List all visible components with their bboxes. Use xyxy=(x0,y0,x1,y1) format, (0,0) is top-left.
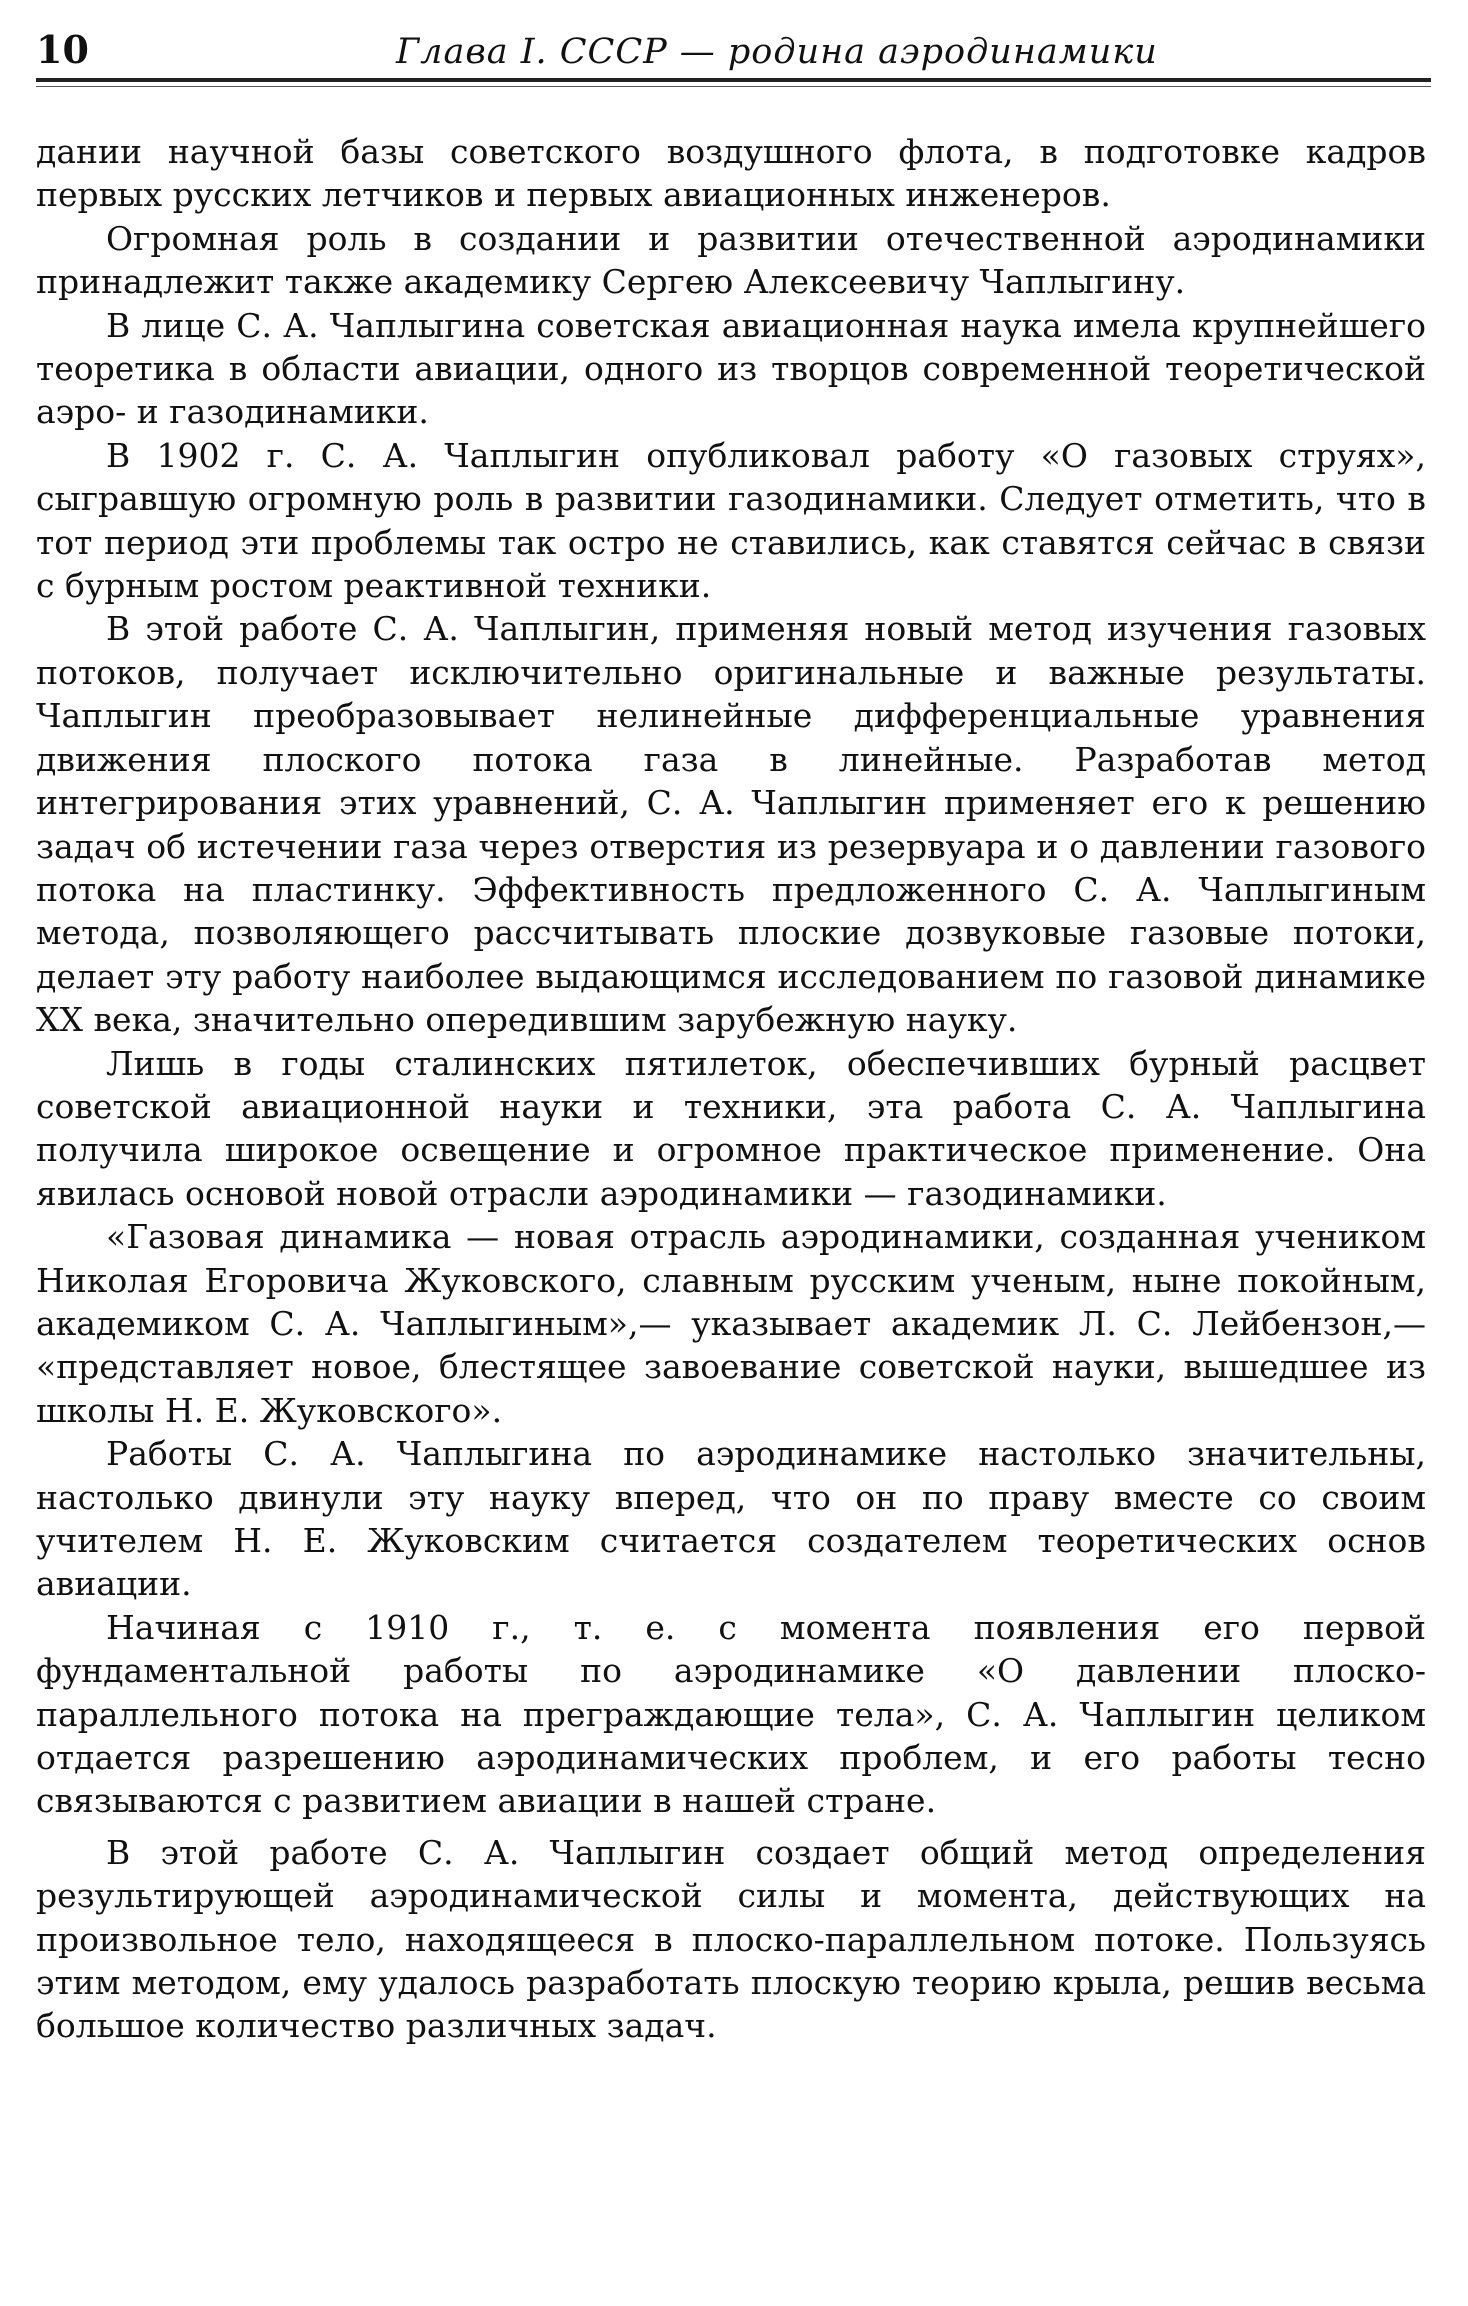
page-number: 10 xyxy=(36,27,89,72)
paragraph: В лице С. А. Чаплыгина советская авиационная наука имела крупнейшего теоретика в области авиации, одного из творцов современной теоретической аэро- и газодинамики. xyxy=(36,305,1426,432)
page-header xyxy=(36,22,1431,82)
body-text xyxy=(36,130,1426,2048)
paragraph: Начиная с 1910 г., т. е. с момента появления его первой фундаментальной работы по аэродинамике «О давлении плоско-параллельного потока на преграждающие тела», С. А. Чаплыгин целиком отдается разрешению аэродинамических проблем, и его работы тесно связываются с развитием авиации в нашей стране. xyxy=(36,1607,1426,1821)
paragraph-continued: дании научной базы советского воздушного флота, в подготовке кадров первых русских летчиков и первых авиационных инженеров. xyxy=(36,132,1426,215)
paragraph: В 1902 г. С. А. Чаплыгин опубликовал работу «О газовых струях», сыгравшую огромную роль в развитии газодинамики. Следует отметить, что в тот период эти проблемы так остро не ставились, как ставятся сейчас в связи с бурным ростом реактивной техники. xyxy=(36,435,1426,606)
paragraph: В этой работе С. А. Чаплыгин, применяя новый метод изучения газовых потоков, получает исключительно оригинальные и важные результаты. Чаплыгин преобразовывает нелинейные дифференциальные уравнения движения плоского потока газа в линейные. Разработав метод интегрирования этих уравнений, С. А. Чаплыгин применяет его к решению задач об истечении газа через отверстия из резервуара и о давлении газового потока на пластинку. Эффективность предложенного С. А. Чаплыгиным метода, позволяющего рассчитывать плоские дозвуковые газовые потоки, делает эту работу наиболее выдающимся исследованием по газовой динамике XX века, значительно опередившим зарубежную науку. xyxy=(36,609,1426,1040)
paragraph: Лишь в годы сталинских пятилеток, обеспечивших бурный расцвет советской авиационной науки и техники, эта работа С. А. Чаплыгина получила широкое освещение и огромное практическое применение. Она явилась основой новой отрасли аэродинамики — газодинамики. xyxy=(36,1043,1426,1213)
paragraph: «Газовая динамика — новая отрасль аэродинамики, созданная учеником Николая Егоровича Жуковского, славным русским ученым, ныне покойным, академиком С. А. Чаплыгиным»,— указывает академик Л. С. Лейбензон,— «представляет новое, блестящее завоевание советской науки, вышедшее из школы Н. Е. Жуковского». xyxy=(36,1217,1426,1430)
paragraph: В этой работе С. А. Чаплыгин создает общий метод определения результирующей аэродинамической силы и момента, действующих на произвольное тело, находящееся в плоско-параллельном потоке. Пользуясь этим методом, ему удалось разработать плоскую теорию крыла, решив весьма большое количество различных задач. xyxy=(36,1832,1426,2046)
paragraph: Работы С. А. Чаплыгина по аэродинамике настолько значительны, настолько двинули эту науку вперед, что он по праву вместе со своим учителем Н. Е. Жуковским считается создателем теоретических основ авиации. xyxy=(36,1434,1426,1604)
running-title: Глава I. СССР — родина аэродинамики xyxy=(396,32,1158,72)
header-rule xyxy=(36,78,1431,82)
paragraph: Огромная роль в создании и развитии отечественной аэродинамики принадлежит также академику Сергею Алексеевичу Чаплыгину. xyxy=(36,218,1426,302)
header-rule-thin xyxy=(36,86,1431,87)
